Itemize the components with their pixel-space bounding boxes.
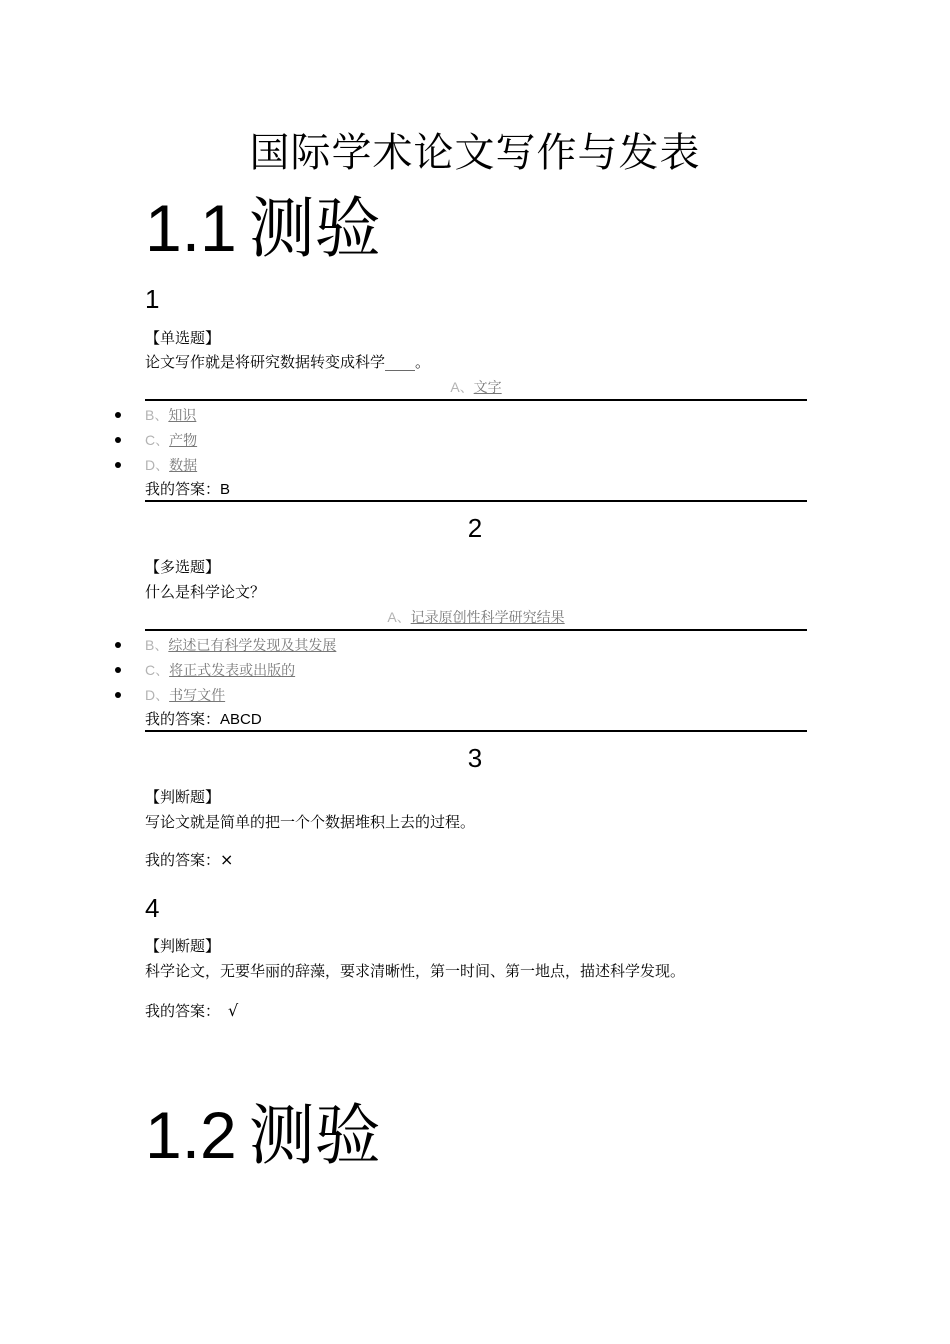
answer-label: 我的答案： [145, 1002, 221, 1020]
question-text: 科学论文，无要华丽的辞藻，要求清晰性，第一时间、第一地点，描述科学发现。 [145, 962, 686, 980]
option-a[interactable] [145, 607, 807, 628]
option-letter: D、 [145, 687, 170, 703]
check-icon: √ [228, 1001, 239, 1020]
option-text[interactable]: 将正式发表或出版的 [169, 663, 296, 679]
answer-value: ABCD [220, 711, 262, 728]
option-text[interactable]: 文字 [473, 380, 502, 396]
answer-label: 我的答案： [145, 710, 221, 728]
question-number: 2 [467, 513, 483, 543]
option-a[interactable] [145, 377, 807, 398]
question-text: 什么是科学论文？ [145, 583, 266, 601]
question-number: 4 [145, 893, 160, 923]
option-text[interactable]: 数据 [169, 458, 198, 474]
question-number: 3 [467, 743, 483, 773]
document-title: 国际学术论文写作与发表 [249, 130, 701, 176]
option-c[interactable] [115, 660, 815, 680]
option-letter: B、 [145, 637, 169, 653]
option-letter: C、 [145, 432, 170, 448]
option-letter: A、 [387, 609, 411, 625]
answer-label: 我的答案： [145, 851, 221, 869]
option-letter: B、 [145, 407, 169, 423]
option-text[interactable]: 记录原创性科学研究结果 [410, 610, 565, 626]
my-answer [145, 850, 233, 870]
bullet-icon [115, 692, 121, 698]
question-type: 【判断题】 [145, 788, 221, 806]
answer-label: 我的答案： [145, 480, 221, 498]
option-text[interactable]: 综述已有科学发现及其发展 [168, 638, 337, 654]
option-text[interactable]: 书写文件 [169, 688, 226, 704]
divider [145, 629, 807, 631]
question-type: 【判断题】 [145, 937, 221, 955]
section-number: 1.2 [145, 1098, 237, 1172]
option-text[interactable]: 产物 [169, 433, 198, 449]
divider [145, 500, 807, 502]
option-d[interactable] [115, 685, 815, 705]
bullet-icon [115, 412, 121, 418]
option-d[interactable] [115, 455, 815, 475]
cross-icon: × [220, 850, 234, 869]
section-heading [145, 190, 381, 267]
question-number: 1 [145, 284, 160, 314]
question-text: 写论文就是简单的把一个个数据堆积上去的过程。 [145, 813, 476, 831]
divider [145, 399, 807, 401]
bullet-icon [115, 667, 121, 673]
question-type: 【单选题】 [145, 329, 221, 347]
option-letter: A、 [450, 379, 474, 395]
section-word: 测验 [248, 1097, 381, 1174]
answer-value: B [220, 481, 231, 498]
option-b[interactable] [115, 405, 815, 425]
bullet-icon [115, 642, 121, 648]
section-number: 1.1 [145, 191, 237, 265]
my-answer [145, 479, 230, 500]
question-text: 论文写作就是将研究数据转变成科学____。 [145, 353, 431, 371]
question-type: 【多选题】 [145, 558, 221, 576]
section-heading [145, 1097, 381, 1174]
option-letter: C、 [145, 662, 170, 678]
my-answer [145, 1001, 238, 1021]
my-answer [145, 709, 262, 730]
section-word: 测验 [248, 190, 381, 267]
option-letter: D、 [145, 457, 170, 473]
option-text[interactable]: 知识 [168, 408, 197, 424]
option-b[interactable] [115, 635, 815, 655]
bullet-icon [115, 462, 121, 468]
divider [145, 730, 807, 732]
bullet-icon [115, 437, 121, 443]
option-c[interactable] [115, 430, 815, 450]
